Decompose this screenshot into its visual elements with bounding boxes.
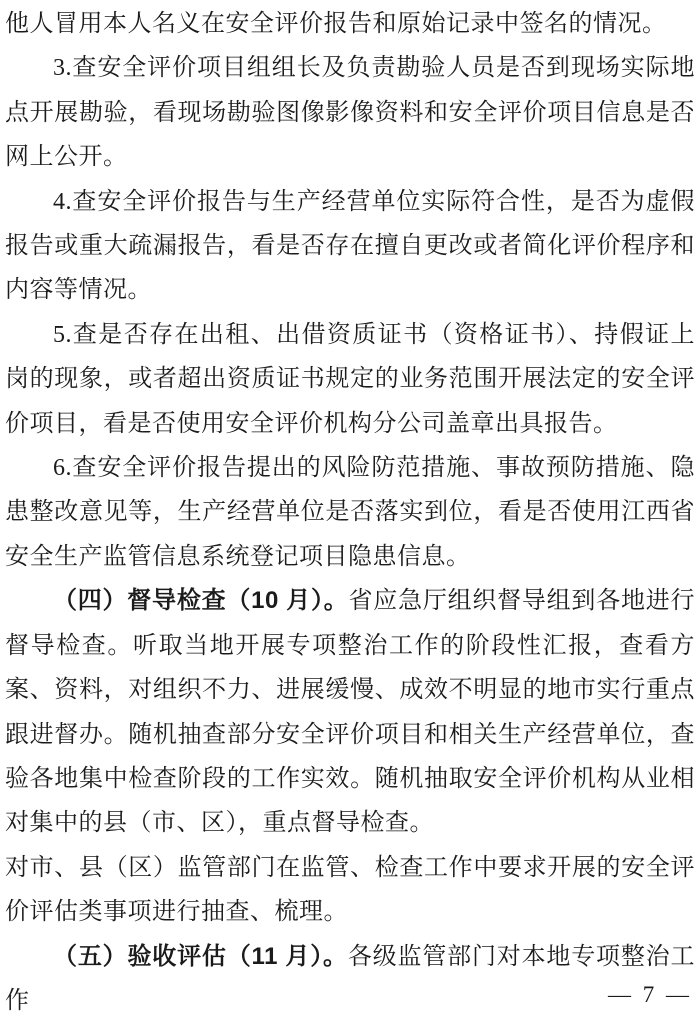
paragraph-text: 他人冒用本人名义在安全评价报告和原始记录中签名的情况。 (5, 11, 667, 37)
paragraph-text: 省应急厅组织督导组到各地进行督导检查。听取当地开展专项整治工作的阶段性汇报，查看方案、资料，对组织不力、进展缓慢、成效不明显的地市实行重点跟进督办。随机抽查部分安全评价项目和相关生产经营单位，查验各地集中检查阶段的工作实效。随机抽取安全评价机构从业相对集中的县（市、区），重点督导检查。 (5, 588, 695, 837)
paragraph-text: 3.查安全评价项目组组长及负责勘验人员是否到现场实际地点开展勘验，看现场勘验图像影像资料和安全评价项目信息是否网上公开。 (5, 55, 695, 171)
paragraph-item-6 (5, 446, 695, 579)
paragraph-item-4 (5, 180, 695, 313)
paragraph-text: 5.查是否存在出租、出借资质证书（资格证书）、持假证上岗的现象，或者超出资质证书规定的业务范围开展法定的安全评价项目，看是否使用安全评价机构分公司盖章出具报告。 (5, 321, 695, 437)
paragraph-text: 4.查安全评价报告与生产经营单位实际符合性，是否为虚假报告或重大疏漏报告，看是否存在擅自更改或者简化评价程序和内容等情况。 (5, 188, 695, 304)
section-heading-acceptance-evaluation: （五）验收评估（11 月）。 (53, 942, 348, 970)
paragraph-item-3 (5, 46, 695, 179)
paragraph-section-4 (5, 579, 695, 845)
paragraph-section-5 (5, 935, 695, 1023)
section-heading-supervision-check: （四）督导检查（10 月）。 (53, 587, 349, 615)
page-number: — 7 — (608, 982, 692, 1007)
paragraph-text: 对市、县（区）监管部门在监管、检查工作中要求开展的安全评价评估类事项进行抽查、梳理。 (5, 854, 695, 926)
paragraph-text: 6.查安全评价报告提出的风险防范措施、事故预防措施、隐患整改意见等，生产经营单位是否落实到位，看是否使用江西省安全生产监管信息系统登记项目隐患信息。 (5, 455, 695, 570)
paragraph-text: 各级监管部门对本地专项整治工作 (5, 943, 695, 1014)
paragraph-item-5 (5, 313, 695, 446)
paragraph-continuation (5, 2, 695, 46)
paragraph-no-indent (5, 846, 695, 935)
